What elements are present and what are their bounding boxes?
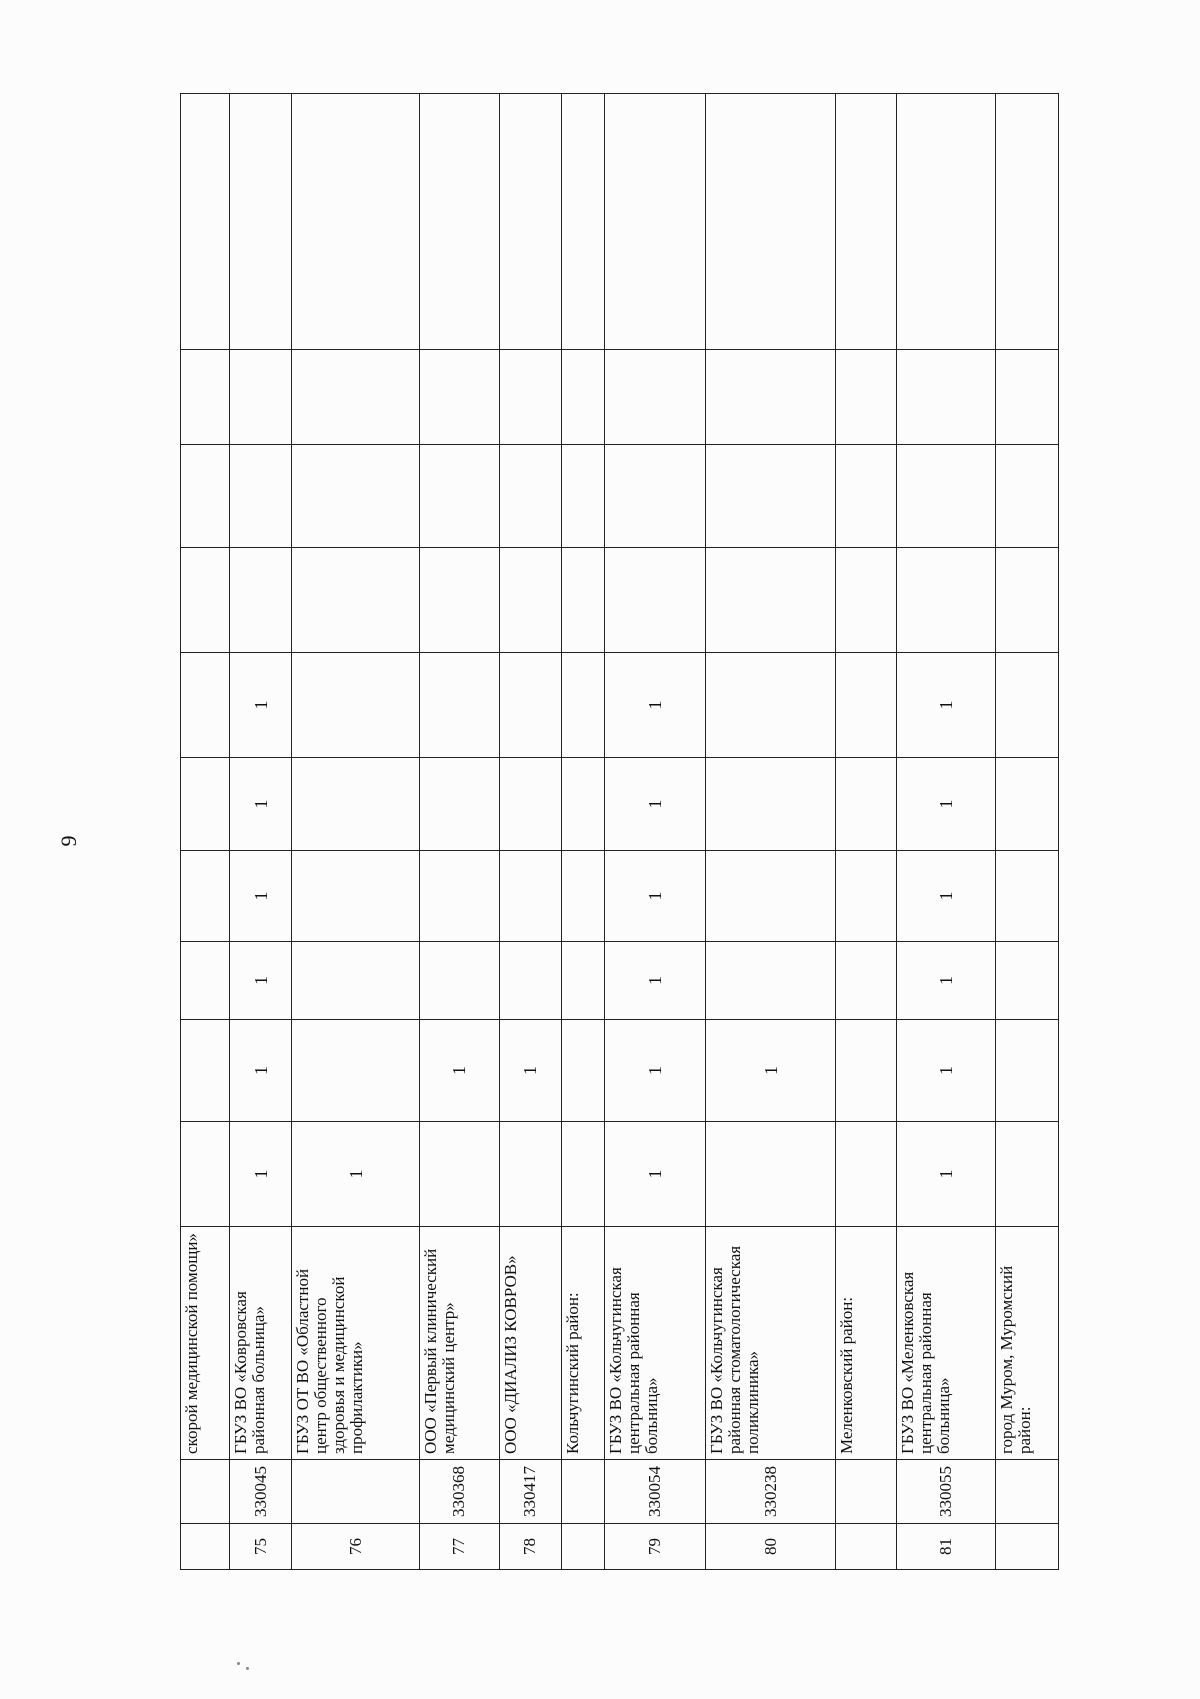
value-cell [836,94,897,350]
organization-code-cell: 330045 [229,1460,292,1524]
table-row [499,94,561,1570]
value-cell [561,1020,604,1122]
value-cell [181,1020,230,1122]
value-cell [561,350,604,445]
value-cell [499,350,561,445]
value-cell [706,653,836,758]
value-cell [499,942,561,1020]
value-cell: 1 [604,1122,706,1227]
row-number-cell [561,1524,604,1570]
value-cell [836,445,897,548]
value-cell [996,758,1059,851]
value-cell [836,350,897,445]
organization-name-cell: ГБУЗ ОТ ВО «Областной центр общественного здоровья и медицинской профилактики» [292,1227,420,1460]
value-cell [706,1122,836,1227]
value-cell: 1 [229,942,292,1020]
value-cell [836,942,897,1020]
value-cell [292,350,420,445]
organization-name-cell: ГБУЗ ВО «Кольчугинская районная стоматологическая поликлиника» [706,1227,836,1460]
value-cell [706,548,836,653]
organization-name-cell: город Муром, Муромский район: [996,1227,1059,1460]
organization-name-cell: ГБУЗ ВО «Кольчугинская центральная районная больница» [604,1227,706,1460]
value-cell: 1 [419,1020,499,1122]
value-cell [292,851,420,942]
value-cell [896,350,995,445]
value-cell: 1 [604,653,706,758]
value-cell [896,94,995,350]
value-cell [499,1122,561,1227]
value-cell [996,851,1059,942]
table-row [896,94,995,1570]
value-cell [836,1020,897,1122]
value-cell [836,758,897,851]
value-cell [292,548,420,653]
value-cell [706,851,836,942]
value-cell [836,653,897,758]
organization-name-cell: ГБУЗ ВО «Меленковская центральная районная больница» [896,1227,995,1460]
organization-name-cell: ООО «Первый клинический медицинский центр» [419,1227,499,1460]
value-cell [229,548,292,653]
value-cell [419,445,499,548]
value-cell [561,1122,604,1227]
value-cell [499,851,561,942]
value-cell [561,758,604,851]
value-cell [229,94,292,350]
value-cell [996,94,1059,350]
value-cell [561,445,604,548]
value-cell: 1 [499,1020,561,1122]
value-cell [706,350,836,445]
value-cell: 1 [604,1020,706,1122]
value-cell [419,1122,499,1227]
table-row [604,94,706,1570]
value-cell [499,94,561,350]
table-row [229,94,292,1570]
value-cell [561,94,604,350]
value-cell [604,548,706,653]
value-cell: 1 [896,1122,995,1227]
row-number-cell: 77 [419,1524,499,1570]
value-cell [292,942,420,1020]
value-cell [706,94,836,350]
value-cell [181,653,230,758]
value-cell [561,942,604,1020]
value-cell [181,758,230,851]
value-cell: 1 [229,1122,292,1227]
value-cell [181,350,230,445]
value-cell [499,548,561,653]
organization-code-cell: 330055 [896,1460,995,1524]
value-cell [181,851,230,942]
organization-name-cell: ООО «ДИАЛИЗ КОВРОВ» [499,1227,561,1460]
value-cell: 1 [292,1122,420,1227]
value-cell [996,1020,1059,1122]
table-row [836,94,897,1570]
value-cell: 1 [896,851,995,942]
value-cell: 1 [229,653,292,758]
organization-code-cell: 330054 [604,1460,706,1524]
value-cell [561,548,604,653]
organization-code-cell [292,1460,420,1524]
organization-code-cell: 330417 [499,1460,561,1524]
medical-organizations-table [180,93,1059,1570]
value-cell: 1 [896,1020,995,1122]
scan-speck [237,1662,240,1665]
value-cell [836,1122,897,1227]
value-cell [996,350,1059,445]
table-row [996,94,1059,1570]
value-cell [604,350,706,445]
value-cell: 1 [604,758,706,851]
value-cell: 1 [229,851,292,942]
value-cell [996,445,1059,548]
value-cell: 1 [896,758,995,851]
value-cell [292,1020,420,1122]
value-cell [836,548,897,653]
row-number-cell: 78 [499,1524,561,1570]
value-cell [706,758,836,851]
row-number-cell: 79 [604,1524,706,1570]
value-cell: 1 [706,1020,836,1122]
value-cell [181,1122,230,1227]
value-cell [229,445,292,548]
value-cell [896,445,995,548]
value-cell [419,851,499,942]
value-cell [604,445,706,548]
row-number-cell: 75 [229,1524,292,1570]
value-cell [229,350,292,445]
organization-name-cell: скорой медицинской помощи» [181,1227,230,1460]
value-cell: 1 [896,653,995,758]
row-number-cell: 76 [292,1524,420,1570]
organization-code-cell: 330238 [706,1460,836,1524]
organization-code-cell [561,1460,604,1524]
organization-code-cell: 330368 [419,1460,499,1524]
value-cell [996,1122,1059,1227]
value-cell [706,942,836,1020]
row-number-cell [996,1524,1059,1570]
organization-code-cell [996,1460,1059,1524]
value-cell [419,350,499,445]
value-cell [706,445,836,548]
value-cell [499,653,561,758]
value-cell [996,548,1059,653]
value-cell: 1 [604,851,706,942]
table-row [706,94,836,1570]
value-cell [419,758,499,851]
value-cell [419,942,499,1020]
value-cell [181,445,230,548]
value-cell [292,653,420,758]
value-cell [292,758,420,851]
organization-name-cell: Кольчугинский район: [561,1227,604,1460]
value-cell [836,851,897,942]
value-cell [419,653,499,758]
value-cell [996,653,1059,758]
rotated-table-frame [180,95,1059,1570]
value-cell [292,445,420,548]
value-cell: 1 [229,758,292,851]
value-cell [499,445,561,548]
value-cell [419,548,499,653]
row-number-cell [836,1524,897,1570]
table-body [181,94,1059,1570]
row-number-cell: 81 [896,1524,995,1570]
value-cell [181,942,230,1020]
value-cell [499,758,561,851]
value-cell [561,653,604,758]
table-row [292,94,420,1570]
value-cell [996,942,1059,1020]
organization-code-cell [181,1460,230,1524]
value-cell [604,94,706,350]
value-cell: 1 [896,942,995,1020]
table-row [561,94,604,1570]
value-cell [292,94,420,350]
value-cell [561,851,604,942]
scan-speck [246,1667,249,1670]
value-cell: 1 [604,942,706,1020]
organization-code-cell [836,1460,897,1524]
value-cell [181,94,230,350]
value-cell: 1 [229,1020,292,1122]
page-number: 9 [56,835,81,847]
document-table-container [180,95,1059,1570]
value-cell [896,548,995,653]
table-row [181,94,230,1570]
value-cell [181,548,230,653]
row-number-cell [181,1524,230,1570]
organization-name-cell: ГБУЗ ВО «Ковровская районная больница» [229,1227,292,1460]
organization-name-cell: Меленковский район: [836,1227,897,1460]
value-cell [419,94,499,350]
table-row [419,94,499,1570]
row-number-cell: 80 [706,1524,836,1570]
